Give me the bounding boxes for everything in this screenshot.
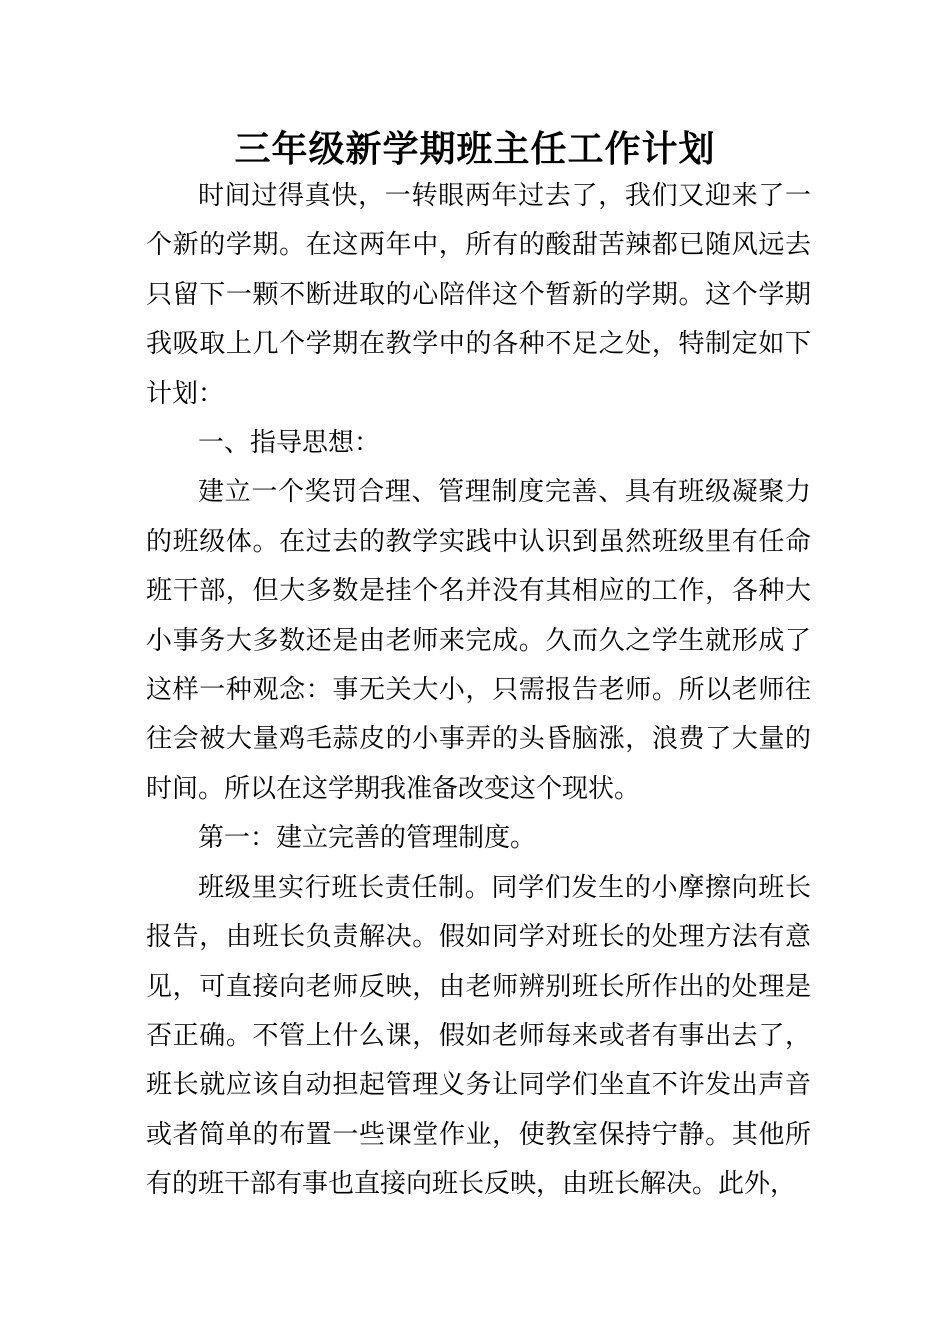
paragraph-intro: 时间过得真快，一转眼两年过去了，我们又迎来了一个新的学期。在这两年中，所有的酸甜苦辣都已随风远去只留下一颗不断进取的心陪伴这个暂新的学期。这个学期我吸取上几个学期在教学中的各种不足之处，特制定如下计划：: [146, 181, 811, 409]
paragraph-monitor-system: 班级里实行班长责任制。同学们发生的小摩擦向班长报告，由班长负责解决。假如同学对班长的处理方法有意见，可直接向老师反映，由老师辨别班长所作出的处理是否正确。不管上什么课，假如老师每来或者有事出去了，班长就应该自动担起管理义务让同学们坐直不许发出声音或者简单的布置一些课堂作业，使教室保持宁静。其他所有的班干部有事也直接向班长反映，由班长解决。此外，: [146, 872, 811, 1200]
paragraph-guiding-ideology: 建立一个奖罚合理、管理制度完善、具有班级凝聚力的班级体。在过去的教学实践中认识到虽然班级里有任命班干部，但大多数是挂个名并没有其相应的工作，各种大小事务大多数还是由老师来完成。久而久之学生就形成了这样一种观念：事无关大小，只需报告老师。所以老师往往会被大量鸡毛蒜皮的小事弄的头昏脑涨，浪费了大量的时间。所以在这学期我准备改变这个现状。: [146, 477, 811, 804]
document-title: 三年级新学期班主任工作计划: [234, 129, 716, 170]
paragraph-heading-first: 第一：建立完善的管理制度。: [198, 823, 537, 854]
document-body: [146, 172, 811, 1210]
paragraph-heading-guiding-ideology: 一、指导思想：: [198, 428, 381, 459]
